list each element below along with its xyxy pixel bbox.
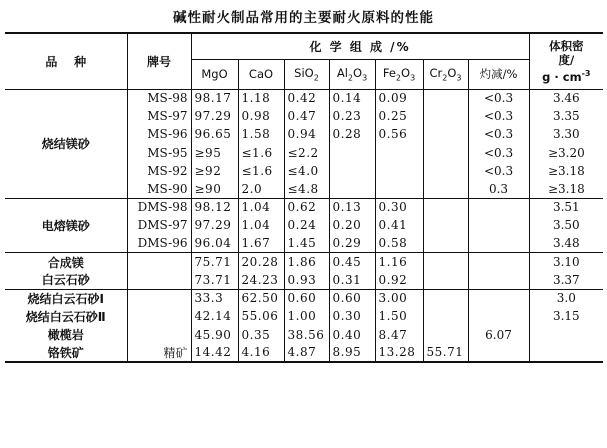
variety-cell: 烧结白云石砂Ⅰ [27,291,104,306]
cr2o3-cell [423,107,468,125]
loss-cell: <0.3 [468,89,529,107]
header-variety: 品 种 [5,33,127,89]
al2o3-cell: 0.23 [329,107,375,125]
fe2o3-cell: 0.41 [375,216,423,234]
al2o3-cell: 0.60 [329,289,375,307]
cr2o3-cell [423,89,468,107]
header-density: 体积密 度/ $g \cdot cm^{-3}$ [529,33,603,89]
cr2o3-cell [423,125,468,143]
mgo-cell: 96.65 [191,125,238,143]
al2o3-cell: 0.13 [329,198,375,216]
fe2o3-cell: 0.25 [375,107,423,125]
mgo-cell: 42.14 [191,307,238,325]
sio2-cell: 0.60 [284,289,329,307]
variety-cell: 合成镁 [47,255,84,270]
cr2o3-cell [423,289,468,307]
mgo-cell: 14.42 [191,344,238,362]
table-row [5,198,603,216]
variety-cell: 橄榄岩 [47,328,84,343]
fe2o3-cell [375,144,423,162]
cao-cell: 1.04 [238,198,284,216]
fe2o3-cell [375,162,423,180]
sio2-cell: ≤2.2 [284,144,329,162]
al2o3-cell: 0.14 [329,89,375,107]
loss-cell: 0.3 [468,180,529,198]
fe2o3-cell: 1.16 [375,253,423,271]
cao-cell: 2.0 [238,180,284,198]
header-loss: 灼减/% [468,59,529,89]
grade-cell [127,289,191,307]
mgo-cell: 97.29 [191,216,238,234]
al2o3-cell: 0.28 [329,125,375,143]
density-cell: 3.10 [529,253,603,271]
loss-cell [468,198,529,216]
cr2o3-cell [423,216,468,234]
loss-cell [468,271,529,289]
density-cell [529,325,603,343]
mgo-cell: ≥90 [191,180,238,198]
header-composition: 化 学 组 成 /% [191,33,529,59]
grade-cell: DMS-98 [127,198,191,216]
grade-cell: MS-92 [127,162,191,180]
header-mgo: MgO [191,59,238,89]
variety-cell: 烧结白云石砂Ⅱ [25,309,106,324]
cr2o3-cell [423,271,468,289]
loss-cell [468,253,529,271]
cao-cell: 0.98 [238,107,284,125]
sio2-cell: 0.62 [284,198,329,216]
fe2o3-cell: 0.56 [375,125,423,143]
density-cell: 3.48 [529,235,603,253]
loss-cell: 6.07 [468,325,529,343]
cr2o3-cell [423,325,468,343]
loss-cell [468,289,529,307]
cr2o3-cell [423,198,468,216]
density-cell: 3.50 [529,216,603,234]
al2o3-cell: 0.20 [329,216,375,234]
grade-cell: MS-98 [127,89,191,107]
header-al2o3: $Al_2O_3$ [329,59,375,89]
sio2-cell: 0.93 [284,271,329,289]
table-row [5,325,603,343]
variety-cell: 烧结镁砂 [5,89,127,198]
sio2-cell: 0.24 [284,216,329,234]
grade-cell: MS-96 [127,125,191,143]
grade-cell [127,325,191,343]
mgo-cell: 45.90 [191,325,238,343]
sio2-cell: ≤4.8 [284,180,329,198]
density-cell: 3.46 [529,89,603,107]
mgo-cell: 73.71 [191,271,238,289]
al2o3-cell [329,144,375,162]
cao-cell: 55.06 [238,307,284,325]
sio2-cell: 1.00 [284,307,329,325]
density-cell: ≥3.18 [529,162,603,180]
grade-cell: DMS-97 [127,216,191,234]
variety-cell: 白云石砂 [5,271,127,289]
loss-cell [468,307,529,325]
density-cell: 3.15 [529,307,603,325]
fe2o3-cell: 0.58 [375,235,423,253]
grade-cell: MS-95 [127,144,191,162]
fe2o3-cell: 0.09 [375,89,423,107]
sio2-cell: 0.42 [284,89,329,107]
header-cr2o3: $Cr_2O_3$ [423,59,468,89]
properties-table [5,32,603,363]
sio2-cell: ≤4.0 [284,162,329,180]
cao-cell: 1.04 [238,216,284,234]
table-row [5,307,603,325]
density-cell: 3.30 [529,125,603,143]
mgo-cell: ≥92 [191,162,238,180]
density-cell [529,344,603,362]
grade-cell: MS-97 [127,107,191,125]
table-row [5,344,603,362]
variety-cell: 电熔镁砂 [5,198,127,253]
sio2-cell: 38.56 [284,325,329,343]
table-row [5,89,603,107]
table-row [5,271,603,289]
grade-cell [127,307,191,325]
density-cell: 3.35 [529,107,603,125]
cao-cell: 1.67 [238,235,284,253]
cao-cell: 20.28 [238,253,284,271]
cr2o3-cell [423,235,468,253]
cao-cell: ≤1.6 [238,144,284,162]
grade-cell: 精矿 [127,344,191,362]
cr2o3-cell [423,253,468,271]
fe2o3-cell: 0.92 [375,271,423,289]
cao-cell: 1.58 [238,125,284,143]
mgo-cell: 96.04 [191,235,238,253]
cao-cell: 0.35 [238,325,284,343]
mgo-cell: 98.12 [191,198,238,216]
al2o3-cell: 8.95 [329,344,375,362]
density-cell: ≥3.20 [529,144,603,162]
cr2o3-cell [423,180,468,198]
cao-cell: 24.23 [238,271,284,289]
fe2o3-cell: 8.47 [375,325,423,343]
sio2-cell: 0.47 [284,107,329,125]
density-cell: 3.51 [529,198,603,216]
cao-cell: 62.50 [238,289,284,307]
loss-cell: <0.3 [468,125,529,143]
cr2o3-cell [423,162,468,180]
mgo-cell: 75.71 [191,253,238,271]
mgo-cell: 97.29 [191,107,238,125]
mgo-cell: ≥95 [191,144,238,162]
grade-cell [127,271,191,289]
al2o3-cell [329,162,375,180]
fe2o3-cell: 3.00 [375,289,423,307]
density-cell: 3.37 [529,271,603,289]
variety-cell: 铬铁矿 [5,344,127,362]
sio2-cell: 0.94 [284,125,329,143]
density-cell: 3.0 [529,289,603,307]
fe2o3-cell: 13.28 [375,344,423,362]
cao-cell: 4.16 [238,344,284,362]
loss-cell [468,235,529,253]
fe2o3-cell: 1.50 [375,307,423,325]
al2o3-cell: 0.30 [329,307,375,325]
table-row [5,289,603,307]
cr2o3-cell [423,144,468,162]
cao-cell: ≤1.6 [238,162,284,180]
header-cao: CaO [238,59,284,89]
grade-cell: DMS-96 [127,235,191,253]
al2o3-cell: 0.29 [329,235,375,253]
fe2o3-cell [375,180,423,198]
fe2o3-cell: 0.30 [375,198,423,216]
al2o3-cell [329,180,375,198]
loss-cell: <0.3 [468,162,529,180]
al2o3-cell: 0.40 [329,325,375,343]
cao-cell: 1.18 [238,89,284,107]
grade-cell [127,253,191,271]
loss-cell: <0.3 [468,144,529,162]
density-cell: ≥3.18 [529,180,603,198]
loss-cell [468,344,529,362]
grade-cell: MS-90 [127,180,191,198]
loss-cell: <0.3 [468,107,529,125]
cr2o3-cell: 55.71 [423,344,468,362]
cr2o3-cell [423,307,468,325]
mgo-cell: 98.17 [191,89,238,107]
table-title: 碱性耐火制品常用的主要耐火原料的性能 [173,10,434,26]
header-fe2o3: $Fe_2O_3$ [375,59,423,89]
sio2-cell: 4.87 [284,344,329,362]
table-body [5,89,603,362]
loss-cell [468,216,529,234]
table-row [5,253,603,271]
al2o3-cell: 0.45 [329,253,375,271]
sio2-cell: 1.86 [284,253,329,271]
al2o3-cell: 0.31 [329,271,375,289]
header-grade: 牌号 [127,33,191,89]
mgo-cell: 33.3 [191,289,238,307]
sio2-cell: 1.45 [284,235,329,253]
header-sio2: SiO$_2$ [284,59,329,89]
